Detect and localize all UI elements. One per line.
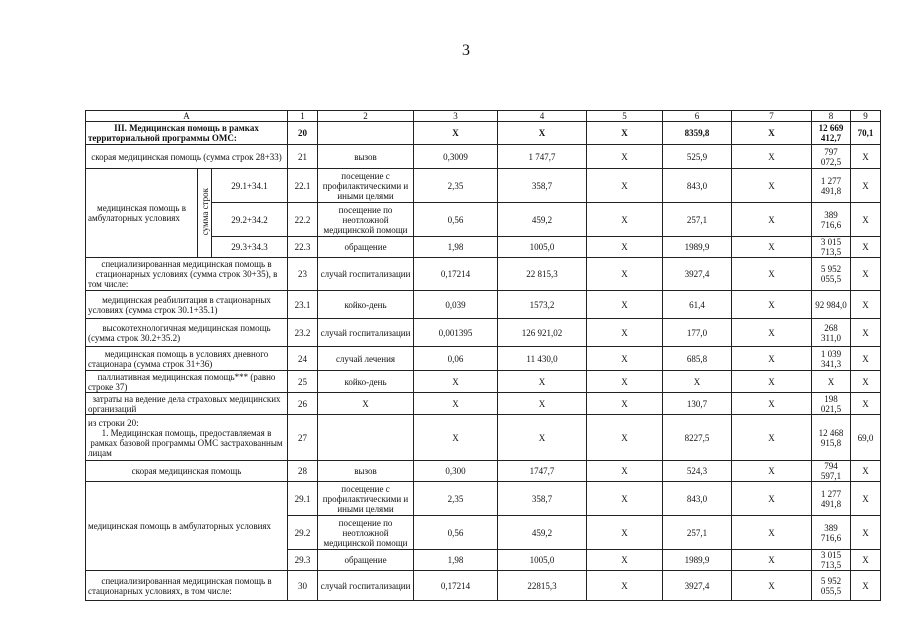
value-cell: X: [498, 393, 587, 415]
value-cell: X: [587, 347, 663, 371]
value-cell: 3 015 713,5: [812, 550, 851, 571]
row-number: 29.2: [288, 516, 318, 550]
header-cell: 4: [498, 111, 587, 122]
row-label: медицинская реабилитация в стационарных условиях (сумма строк 30.1+35.1): [86, 291, 288, 319]
row-label: медицинская помощь в условиях дневного стационара (сумма строк 31+36): [86, 347, 288, 371]
value-cell: X: [414, 393, 498, 415]
header-cell: 5: [587, 111, 663, 122]
value-cell: 3927,4: [663, 571, 732, 601]
value-cell: X: [851, 571, 881, 601]
table-row-26: [86, 393, 881, 415]
row-label: III. Медицинская помощь в рамках территориальной программы ОМС:: [86, 122, 288, 145]
value-cell: 459,2: [498, 516, 587, 550]
header-cell: 7: [732, 111, 812, 122]
table-row-23-1: [86, 291, 881, 319]
value-cell: 843,0: [663, 482, 732, 516]
value-cell: X: [732, 482, 812, 516]
value-cell: X: [414, 415, 498, 461]
value-cell: X: [732, 203, 812, 237]
value-cell: 389 716,6: [812, 203, 851, 237]
row-number: 26: [288, 393, 318, 415]
value-cell: X: [732, 169, 812, 203]
header-cell: 8: [812, 111, 851, 122]
value-cell: X: [732, 516, 812, 550]
table-row-25: [86, 371, 881, 393]
row-label-prefix: из строки 20:: [88, 417, 139, 428]
table-row-23: [86, 258, 881, 291]
value-cell: X: [732, 319, 812, 347]
value-cell: 1989,9: [663, 550, 732, 571]
value-cell: X: [851, 145, 881, 169]
value-cell: 3 015 713,5: [812, 237, 851, 258]
value-cell: X: [498, 415, 587, 461]
table-row-24: [86, 347, 881, 371]
value-cell: 1 277 491,8: [812, 169, 851, 203]
value-cell: X: [851, 371, 881, 393]
value-cell: X: [851, 291, 881, 319]
row-label: медицинская помощь в амбулаторных условиях: [86, 482, 288, 571]
value-cell: X: [587, 371, 663, 393]
value-cell: X: [498, 371, 587, 393]
value-cell: X: [414, 122, 498, 145]
value-cell: X: [587, 415, 663, 461]
row-number: 20: [288, 122, 318, 145]
row-number: 23: [288, 258, 318, 291]
value-cell: 525,9: [663, 145, 732, 169]
value-cell: 92 984,0: [812, 291, 851, 319]
row-number: 27: [288, 415, 318, 461]
value-cell: 198 021,5: [812, 393, 851, 415]
value-cell: 0,039: [414, 291, 498, 319]
header-cell: 3: [414, 111, 498, 122]
value-cell: 22 815,3: [498, 258, 587, 291]
value-cell: X: [587, 571, 663, 601]
value-cell: 5 952 055,5: [812, 571, 851, 601]
value-cell: 358,7: [498, 482, 587, 516]
unit-cell: обращение: [318, 550, 414, 571]
value-cell: X: [732, 237, 812, 258]
value-cell: 1,98: [414, 550, 498, 571]
value-cell: X: [851, 169, 881, 203]
unit-cell: обращение: [318, 237, 414, 258]
value-cell: X: [851, 347, 881, 371]
value-cell: 524,3: [663, 461, 732, 482]
value-cell: X: [851, 516, 881, 550]
value-cell: X: [587, 319, 663, 347]
value-cell: 358,7: [498, 169, 587, 203]
unit-cell: [318, 122, 414, 145]
row-label: [86, 415, 288, 461]
page-number: 3: [462, 42, 470, 59]
value-cell: X: [851, 393, 881, 415]
value-cell: X: [587, 122, 663, 145]
table-row-29-1: [86, 482, 881, 516]
table-row-23-2: [86, 319, 881, 347]
value-cell: 794 597,1: [812, 461, 851, 482]
header-cell: 2: [318, 111, 414, 122]
row-number: 22.2: [288, 203, 318, 237]
value-cell: X: [587, 291, 663, 319]
table-row-30: [86, 571, 881, 601]
value-cell: X: [851, 550, 881, 571]
row-number: 29.3: [288, 550, 318, 571]
unit-cell: койко-день: [318, 291, 414, 319]
value-cell: 257,1: [663, 203, 732, 237]
value-cell: 1573,2: [498, 291, 587, 319]
unit-cell: посещение с профилактическими и иными целями: [318, 482, 414, 516]
sum-formula: 29.3+34.3: [212, 237, 288, 258]
value-cell: X: [851, 319, 881, 347]
unit-cell: [318, 415, 414, 461]
sum-formula: 29.2+34.2: [212, 203, 288, 237]
value-cell: 0,300: [414, 461, 498, 482]
value-cell: 0,17214: [414, 571, 498, 601]
value-cell: 69,0: [851, 415, 881, 461]
value-cell: X: [587, 393, 663, 415]
table-row-28: [86, 461, 881, 482]
value-cell: 5 952 055,5: [812, 258, 851, 291]
value-cell: 177,0: [663, 319, 732, 347]
value-cell: X: [851, 482, 881, 516]
value-cell: X: [587, 169, 663, 203]
value-cell: X: [851, 258, 881, 291]
row-label-main: 1. Медицинская помощь, предоставляемая в рамках базовой программы ОМС застрахованным лицам: [88, 427, 283, 458]
table-row-22-1: [86, 169, 881, 203]
value-cell: 389 716,6: [812, 516, 851, 550]
value-cell: X: [587, 482, 663, 516]
value-cell: X: [732, 347, 812, 371]
value-cell: 1 277 491,8: [812, 482, 851, 516]
unit-cell: вызов: [318, 461, 414, 482]
unit-cell: вызов: [318, 145, 414, 169]
value-cell: 130,7: [663, 393, 732, 415]
unit-cell: X: [318, 393, 414, 415]
value-cell: 12 468 915,8: [812, 415, 851, 461]
row-number: 29.1: [288, 482, 318, 516]
value-cell: X: [732, 461, 812, 482]
value-cell: X: [587, 237, 663, 258]
row-label: высокотехнологичная медицинская помощь (сумма строк 30.2+35.2): [86, 319, 288, 347]
row-label: специализированная медицинская помощь в стационарных условиях, в том числе:: [86, 571, 288, 601]
table-row-21: [86, 145, 881, 169]
value-cell: 1 039 341,3: [812, 347, 851, 371]
unit-cell: посещение по неотложной медицинской помощи: [318, 203, 414, 237]
sum-rows-vertical-label: сумма строк: [198, 169, 212, 258]
value-cell: X: [851, 461, 881, 482]
row-label: медицинская помощь в амбулаторных условиях: [86, 169, 198, 258]
row-number: 28: [288, 461, 318, 482]
value-cell: 2,35: [414, 482, 498, 516]
value-cell: 22815,3: [498, 571, 587, 601]
unit-cell: посещение с профилактическими и иными целями: [318, 169, 414, 203]
value-cell: X: [587, 461, 663, 482]
value-cell: 70,1: [851, 122, 881, 145]
header-cell: 1: [288, 111, 318, 122]
value-cell: 0,56: [414, 203, 498, 237]
value-cell: X: [732, 571, 812, 601]
value-cell: X: [587, 550, 663, 571]
value-cell: X: [732, 145, 812, 169]
value-cell: 797 072,5: [812, 145, 851, 169]
value-cell: X: [851, 237, 881, 258]
table-header-row: [86, 111, 881, 122]
value-cell: 1747,7: [498, 461, 587, 482]
row-number: 22.1: [288, 169, 318, 203]
row-label: паллиативная медицинская помощь*** (равно строке 37): [86, 371, 288, 393]
unit-cell: случай госпитализации: [318, 571, 414, 601]
value-cell: 0,3009: [414, 145, 498, 169]
value-cell: 8227,5: [663, 415, 732, 461]
header-cell: А: [86, 111, 288, 122]
value-cell: 0,06: [414, 347, 498, 371]
value-cell: X: [732, 415, 812, 461]
value-cell: X: [732, 371, 812, 393]
value-cell: 1989,9: [663, 237, 732, 258]
value-cell: 126 921,02: [498, 319, 587, 347]
value-cell: X: [498, 122, 587, 145]
value-cell: 1 747,7: [498, 145, 587, 169]
value-cell: 8359,8: [663, 122, 732, 145]
value-cell: 0,56: [414, 516, 498, 550]
row-label: скорая медицинская помощь: [86, 461, 288, 482]
unit-cell: койко-день: [318, 371, 414, 393]
value-cell: X: [732, 550, 812, 571]
value-cell: 0,001395: [414, 319, 498, 347]
value-cell: X: [732, 122, 812, 145]
row-number: 30: [288, 571, 318, 601]
value-cell: X: [732, 258, 812, 291]
value-cell: X: [587, 203, 663, 237]
value-cell: 3927,4: [663, 258, 732, 291]
value-cell: 257,1: [663, 516, 732, 550]
row-number: 24: [288, 347, 318, 371]
value-cell: 843,0: [663, 169, 732, 203]
row-label: скорая медицинская помощь (сумма строк 28+33): [86, 145, 288, 169]
value-cell: 0,17214: [414, 258, 498, 291]
value-cell: 1005,0: [498, 237, 587, 258]
value-cell: X: [732, 393, 812, 415]
row-number: 23.1: [288, 291, 318, 319]
value-cell: 11 430,0: [498, 347, 587, 371]
value-cell: 61,4: [663, 291, 732, 319]
value-cell: X: [587, 145, 663, 169]
value-cell: 685,8: [663, 347, 732, 371]
value-cell: X: [587, 258, 663, 291]
unit-cell: случай госпитализации: [318, 319, 414, 347]
header-cell: 6: [663, 111, 732, 122]
row-number: 25: [288, 371, 318, 393]
value-cell: 268 311,0: [812, 319, 851, 347]
financial-table: [85, 110, 881, 601]
value-cell: X: [851, 203, 881, 237]
unit-cell: случай лечения: [318, 347, 414, 371]
table-row-section3: [86, 122, 881, 145]
value-cell: X: [663, 371, 732, 393]
row-number: 22.3: [288, 237, 318, 258]
header-cell: 9: [851, 111, 881, 122]
value-cell: 1005,0: [498, 550, 587, 571]
value-cell: X: [812, 371, 851, 393]
row-number: 23.2: [288, 319, 318, 347]
value-cell: X: [587, 516, 663, 550]
sum-formula: 29.1+34.1: [212, 169, 288, 203]
value-cell: 1,98: [414, 237, 498, 258]
table-row-27: [86, 415, 881, 461]
value-cell: X: [414, 371, 498, 393]
row-number: 21: [288, 145, 318, 169]
row-label: специализированная медицинская помощь в стационарных условиях (сумма строк 30+35), в том числе:: [86, 258, 288, 291]
value-cell: 459,2: [498, 203, 587, 237]
unit-cell: случай госпитализации: [318, 258, 414, 291]
row-label: затраты на ведение дела страховых медицинских организаций: [86, 393, 288, 415]
unit-cell: посещение по неотложной медицинской помощи: [318, 516, 414, 550]
value-cell: X: [732, 291, 812, 319]
value-cell: 12 669 412,7: [812, 122, 851, 145]
value-cell: 2,35: [414, 169, 498, 203]
